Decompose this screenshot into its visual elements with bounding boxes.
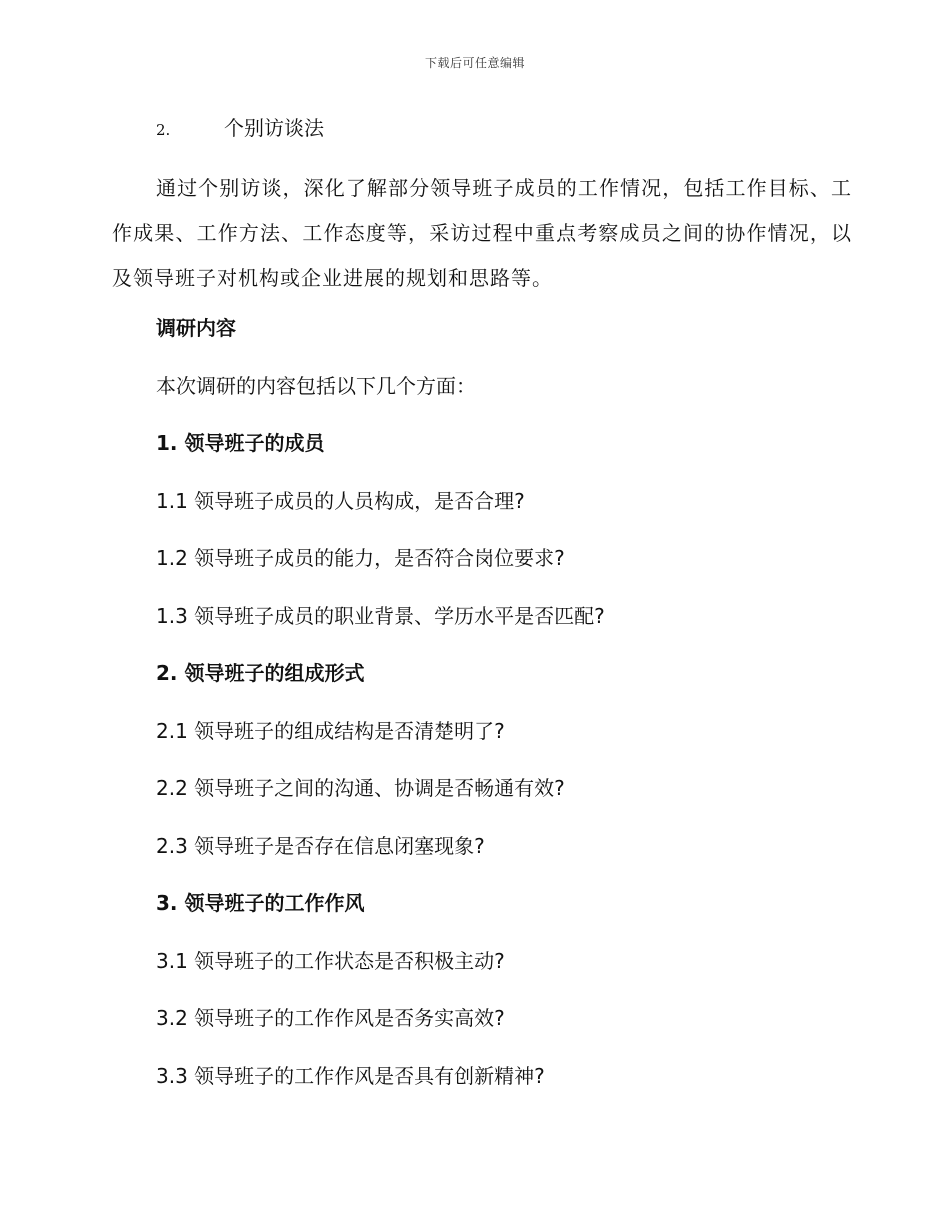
section-title: 2. 领导班子的组成形式 [156,661,365,685]
method-number: 2. [156,121,171,139]
list-item: 1.3 领导班子成员的职业背景、学历水平是否匹配? [156,603,605,628]
survey-heading: 调研内容 [156,316,236,340]
list-item: 2.3 领导班子是否存在信息闭塞现象? [156,833,485,858]
list-item: 1.2 领导班子成员的能力，是否符合岗位要求? [156,546,565,570]
document-body [112,112,852,1116]
list-item: 2.2 领导班子之间的沟通、协调是否畅通有效? [156,776,565,800]
survey-intro: 本次调研的内容包括以下几个方面： [156,373,476,398]
list-item: 3.3 领导班子的工作作风是否具有创新精神? [156,1063,545,1088]
list-item: 1.1 领导班子成员的人员构成，是否合理? [156,488,525,513]
method-heading [112,112,852,146]
method-title: 个别访谈法 [224,116,324,140]
method-paragraph: 通过个别访谈，深化了解部分领导班子成员的工作情况，包括工作目标、工作成果、工作方法、工作态度等，采访过程中重点考察成员之间的协作情况，以及领导班子对机构或企业进展的规划和思路等。 [112,176,852,290]
list-item: 3.2 领导班子的工作作风是否务实高效? [156,1006,505,1030]
list-item: 3.1 领导班子的工作状态是否积极主动? [156,948,505,973]
header-note: 下载后可任意编辑 [424,56,525,70]
section-title: 3. 领导班子的工作作风 [156,891,365,915]
section-title: 1. 领导班子的成员 [156,431,325,455]
list-item: 2.1 领导班子的组成结构是否清楚明了? [156,718,505,743]
